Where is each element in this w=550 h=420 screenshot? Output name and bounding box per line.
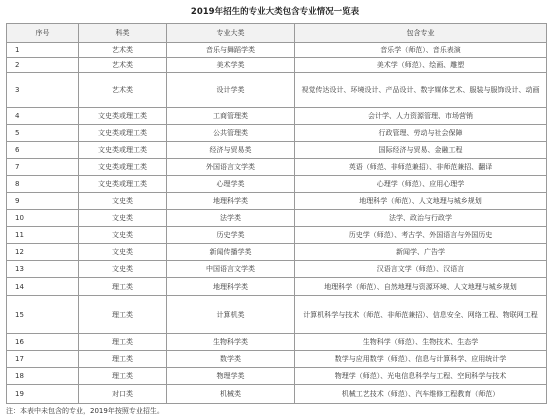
row-majors: 国际经济与贸易、金融工程 (295, 142, 547, 159)
row-index: 16 (7, 334, 79, 351)
row-subject: 文史类或理工类 (79, 108, 167, 125)
table-row (7, 193, 547, 210)
row-subject: 理工类 (79, 368, 167, 385)
row-index: 9 (7, 193, 79, 210)
row-majors: 历史学（师范）、考古学、外国语言与外国历史 (295, 227, 547, 244)
row-subject: 理工类 (79, 296, 167, 334)
row-subject: 文史类或理工类 (79, 142, 167, 159)
row-majors: 新闻学、广告学 (295, 244, 547, 261)
table-row (7, 278, 547, 296)
table-title: 2019年招生的专业大类包含专业情况一览表 (190, 7, 360, 17)
row-index: 4 (7, 108, 79, 125)
row-subject: 理工类 (79, 278, 167, 296)
table-header-row (7, 24, 547, 43)
table-row (7, 125, 547, 142)
table-row (7, 142, 547, 159)
row-subject: 文史类 (79, 261, 167, 278)
row-index: 10 (7, 210, 79, 227)
header-category: 专业大类 (167, 24, 295, 43)
majors-table (6, 23, 547, 404)
table-row (7, 334, 547, 351)
table-row (7, 385, 547, 404)
table-row (7, 244, 547, 261)
row-category: 中国语言文学类 (167, 261, 295, 278)
row-index: 7 (7, 159, 79, 176)
row-majors: 生物科学（师范）、生物技术、生态学 (295, 334, 547, 351)
row-category: 地理科学类 (167, 278, 295, 296)
row-category: 数学类 (167, 351, 295, 368)
row-category: 法学类 (167, 210, 295, 227)
table-row (7, 261, 547, 278)
row-index: 15 (7, 296, 79, 334)
row-majors: 数学与应用数学（师范）、信息与计算科学、应用统计学 (295, 351, 547, 368)
header-index: 序号 (7, 24, 79, 43)
row-subject: 文史类 (79, 193, 167, 210)
row-majors: 计算机科学与技术（师范、非师范兼招）、信息安全、网络工程、物联网工程 (295, 296, 547, 334)
row-subject: 艺术类 (79, 58, 167, 73)
row-subject: 对口类 (79, 385, 167, 404)
row-subject: 文史类 (79, 244, 167, 261)
row-category: 设计学类 (167, 73, 295, 108)
row-category: 音乐与舞蹈学类 (167, 43, 295, 58)
row-index: 1 (7, 43, 79, 58)
row-category: 外国语言文学类 (167, 159, 295, 176)
row-index: 2 (7, 58, 79, 73)
row-subject: 理工类 (79, 334, 167, 351)
row-majors: 法学、政治与行政学 (295, 210, 547, 227)
row-category: 机械类 (167, 385, 295, 404)
row-majors: 视觉传达设计、环境设计、产品设计、数字媒体艺术、服装与服饰设计、动画 (295, 73, 547, 108)
row-index: 3 (7, 73, 79, 108)
table-row (7, 73, 547, 108)
row-index: 6 (7, 142, 79, 159)
row-category: 新闻传播学类 (167, 244, 295, 261)
header-majors: 包含专业 (295, 24, 547, 43)
row-index: 14 (7, 278, 79, 296)
row-category: 美术学类 (167, 58, 295, 73)
row-category: 地理科学类 (167, 193, 295, 210)
table-row (7, 108, 547, 125)
row-index: 11 (7, 227, 79, 244)
table-row (7, 176, 547, 193)
row-majors: 地理科学（师范）、自然地理与资源环境、人文地理与城乡规划 (295, 278, 547, 296)
row-majors: 心理学（师范）、应用心理学 (295, 176, 547, 193)
row-category: 工商管理类 (167, 108, 295, 125)
row-majors: 美术学（师范）、绘画、雕塑 (295, 58, 547, 73)
header-subject: 科类 (79, 24, 167, 43)
row-subject: 文史类或理工类 (79, 159, 167, 176)
row-index: 17 (7, 351, 79, 368)
row-majors: 音乐学（师范）、音乐表演 (295, 43, 547, 58)
row-subject: 文史类 (79, 210, 167, 227)
table-row (7, 368, 547, 385)
row-category: 物理学类 (167, 368, 295, 385)
row-subject: 艺术类 (79, 43, 167, 58)
row-majors: 物理学（师范）、光电信息科学与工程、空间科学与技术 (295, 368, 547, 385)
row-majors: 机械工艺技术（师范）、汽车维修工程教育（师范） (295, 385, 547, 404)
row-subject: 文史类 (79, 227, 167, 244)
table-row (7, 351, 547, 368)
row-subject: 艺术类 (79, 73, 167, 108)
row-index: 18 (7, 368, 79, 385)
row-subject: 文史类或理工类 (79, 176, 167, 193)
row-index: 8 (7, 176, 79, 193)
row-majors: 会计学、人力资源管理、市场营销 (295, 108, 547, 125)
table-row (7, 296, 547, 334)
row-majors: 地理科学（师范）、人文地理与城乡规划 (295, 193, 547, 210)
row-index: 13 (7, 261, 79, 278)
row-index: 19 (7, 385, 79, 404)
table-row (7, 43, 547, 58)
row-majors: 行政管理、劳动与社会保障 (295, 125, 547, 142)
row-subject: 文史类或理工类 (79, 125, 167, 142)
row-majors: 英语（师范、非师范兼招）、非师范兼招、翻译 (295, 159, 547, 176)
row-category: 心理学类 (167, 176, 295, 193)
table-row (7, 58, 547, 73)
row-index: 5 (7, 125, 79, 142)
row-index: 12 (7, 244, 79, 261)
table-row (7, 159, 547, 176)
row-category: 经济与贸易类 (167, 142, 295, 159)
row-category: 计算机类 (167, 296, 295, 334)
row-category: 生物科学类 (167, 334, 295, 351)
row-category: 历史学类 (167, 227, 295, 244)
row-subject: 理工类 (79, 351, 167, 368)
row-category: 公共管理类 (167, 125, 295, 142)
table-row (7, 227, 547, 244)
row-majors: 汉语言文学（师范）、汉语言 (295, 261, 547, 278)
table-footnote: 注：本表中未包含的专业，2019年按照专业招生。 (6, 407, 164, 415)
table-row (7, 210, 547, 227)
